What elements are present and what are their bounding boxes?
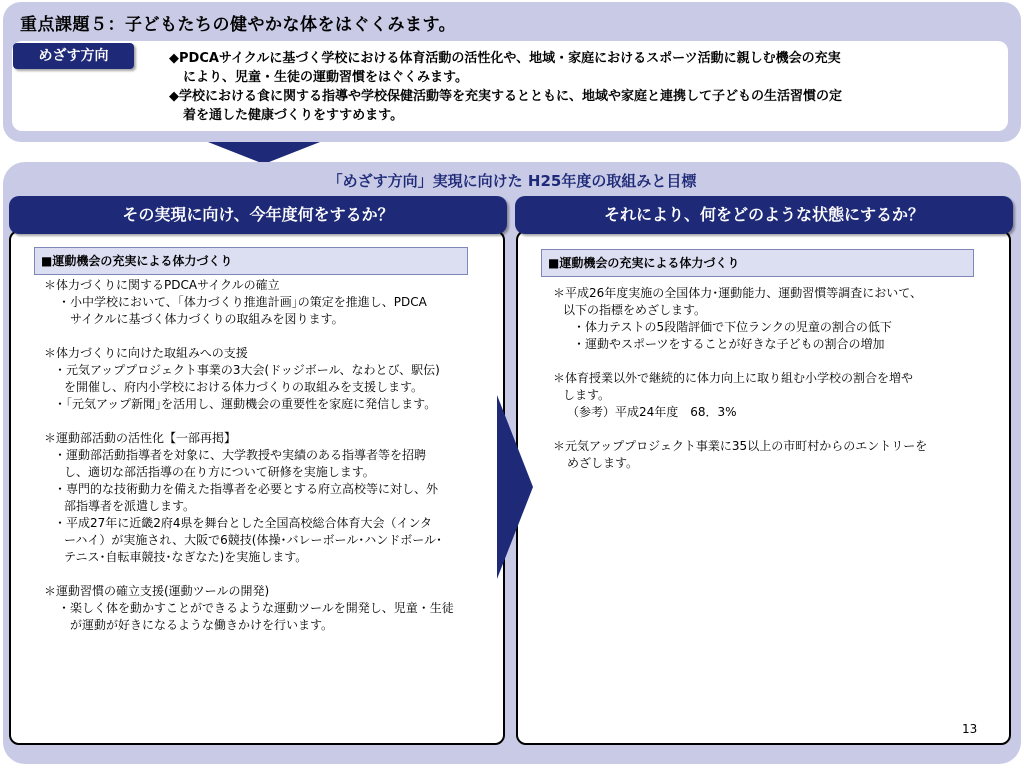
body-line: ・専門的な技術動力を備えた指導者を必要とする府立高校等に対し、外 — [54, 482, 439, 496]
body-line: （参考）平成24年度 68．3% — [567, 405, 737, 419]
right-body-text — [553, 285, 983, 472]
body-line: ＊運動部活動の活性化【一部再掲】 — [44, 431, 237, 445]
body-line: ・｢元気アップ新聞｣を活用し、運動機会の重要性を家庭に発信します。 — [54, 397, 437, 411]
body-line: ＊体力づくりに関するPDCAサイクルの確立 — [44, 278, 280, 292]
body-line: ＊運動習慣の確立支援(運動ツールの開発) — [44, 584, 270, 598]
down-arrow-icon — [208, 142, 320, 164]
aim-item-2-line-2: 着を通した健康づくりをすすめます。 — [183, 108, 404, 123]
body-line: めざします。 — [567, 456, 639, 470]
body-line: ・運動部活動指導者を対象に、大学教授や実績のある指導者等を招聘 — [54, 448, 427, 462]
body-line: ・元気アッププロジェクト事業の3大会(ドッジボール、なわとび、駅伝) — [54, 363, 440, 377]
spacer — [44, 566, 484, 583]
body-line: します。 — [563, 388, 611, 402]
aim-item-1-line-1: ◆PDCAサイクルに基づく学校における体育活動の活性化や、地域・家庭におけるスポーツ活動に親しむ機会の充実 — [169, 51, 841, 66]
body-line: を開催し、府内小学校における体力づくりの取組みを支援します。 — [64, 380, 424, 394]
section-heading: 「めざす方向」実現に向けた H25年度の取組みと目標 — [327, 172, 697, 190]
body-line: が運動が好きになるような働きかけを行います。 — [70, 618, 334, 632]
right-sub-label: ■運動機会の充実による体力づくり — [541, 249, 974, 277]
body-line: ・楽しく体を動かすことができるような運動ツールを開発し、児童・生徒 — [58, 601, 454, 615]
body-line: ＊平成26年度実施の全国体力･運動能力、運動習慣等調査において、 — [553, 286, 923, 300]
body-line: ・体力テストの5段階評価で下位ランクの児童の割合の低下 — [573, 320, 892, 334]
body-line: ＊元気アッププロジェクト事業に35以上の市町村からのエントリーを — [553, 439, 928, 453]
body-line: ・小中学校において、｢体力づくり推進計画｣の策定を推進し、PDCA — [58, 295, 427, 309]
page-number: 13 — [962, 722, 978, 736]
aim-badge: めざす方向 — [13, 43, 134, 69]
spacer — [44, 413, 484, 430]
body-line: し、適切な部活指導の在り方について研修を実施します。 — [64, 465, 375, 479]
body-line: 以下の指標をめざします。 — [563, 303, 707, 317]
body-line: 部指導者を派遣します。 — [64, 499, 196, 513]
spacer — [553, 353, 983, 370]
body-line: ＊体力づくりに向けた取組みへの支援 — [44, 346, 248, 360]
aim-item-1 — [169, 49, 989, 87]
spacer — [553, 421, 983, 438]
body-line: ーハイ）が実施され、大阪で6競技(体操･バレーボール･ハンドボール･ — [64, 533, 442, 547]
aim-item-2-line-1: ◆学校における食に関する指導や学校保健活動等を充実するとともに、地域や家庭と連携して子どもの生活習慣の定 — [169, 89, 842, 104]
page-title: 重点課題５：子どもたちの健やかな体をはぐくみます。 — [20, 15, 457, 35]
left-body-text — [44, 277, 484, 634]
body-line: ＊体育授業以外で継続的に体力向上に取り組む小学校の割合を増や — [553, 371, 914, 385]
aim-item-1-line-2: により、児童・生徒の運動習慣をはぐくみます。 — [183, 70, 468, 85]
aim-item-2 — [169, 87, 989, 125]
body-line: サイクルに基づく体力づくりの取組みを図ります。 — [70, 312, 344, 326]
left-sub-label: ■運動機会の充実による体力づくり — [34, 247, 468, 275]
aim-text — [169, 49, 989, 125]
right-column-header: それにより、何をどのような状態にするか？ — [515, 196, 1013, 234]
spacer — [44, 328, 484, 345]
body-line: ・運動やスポーツをすることが好きな子どもの割合の増加 — [573, 337, 885, 351]
body-line: テニス･自転車競技･なぎなた)を実施します。 — [64, 550, 308, 564]
right-arrow-icon — [497, 395, 533, 579]
left-column-header: その実現に向け、今年度何をするか？ — [9, 196, 507, 234]
body-line: ・平成27年に近畿2府4県を舞台とした全国高校総合体育大会（インタ — [54, 516, 433, 530]
